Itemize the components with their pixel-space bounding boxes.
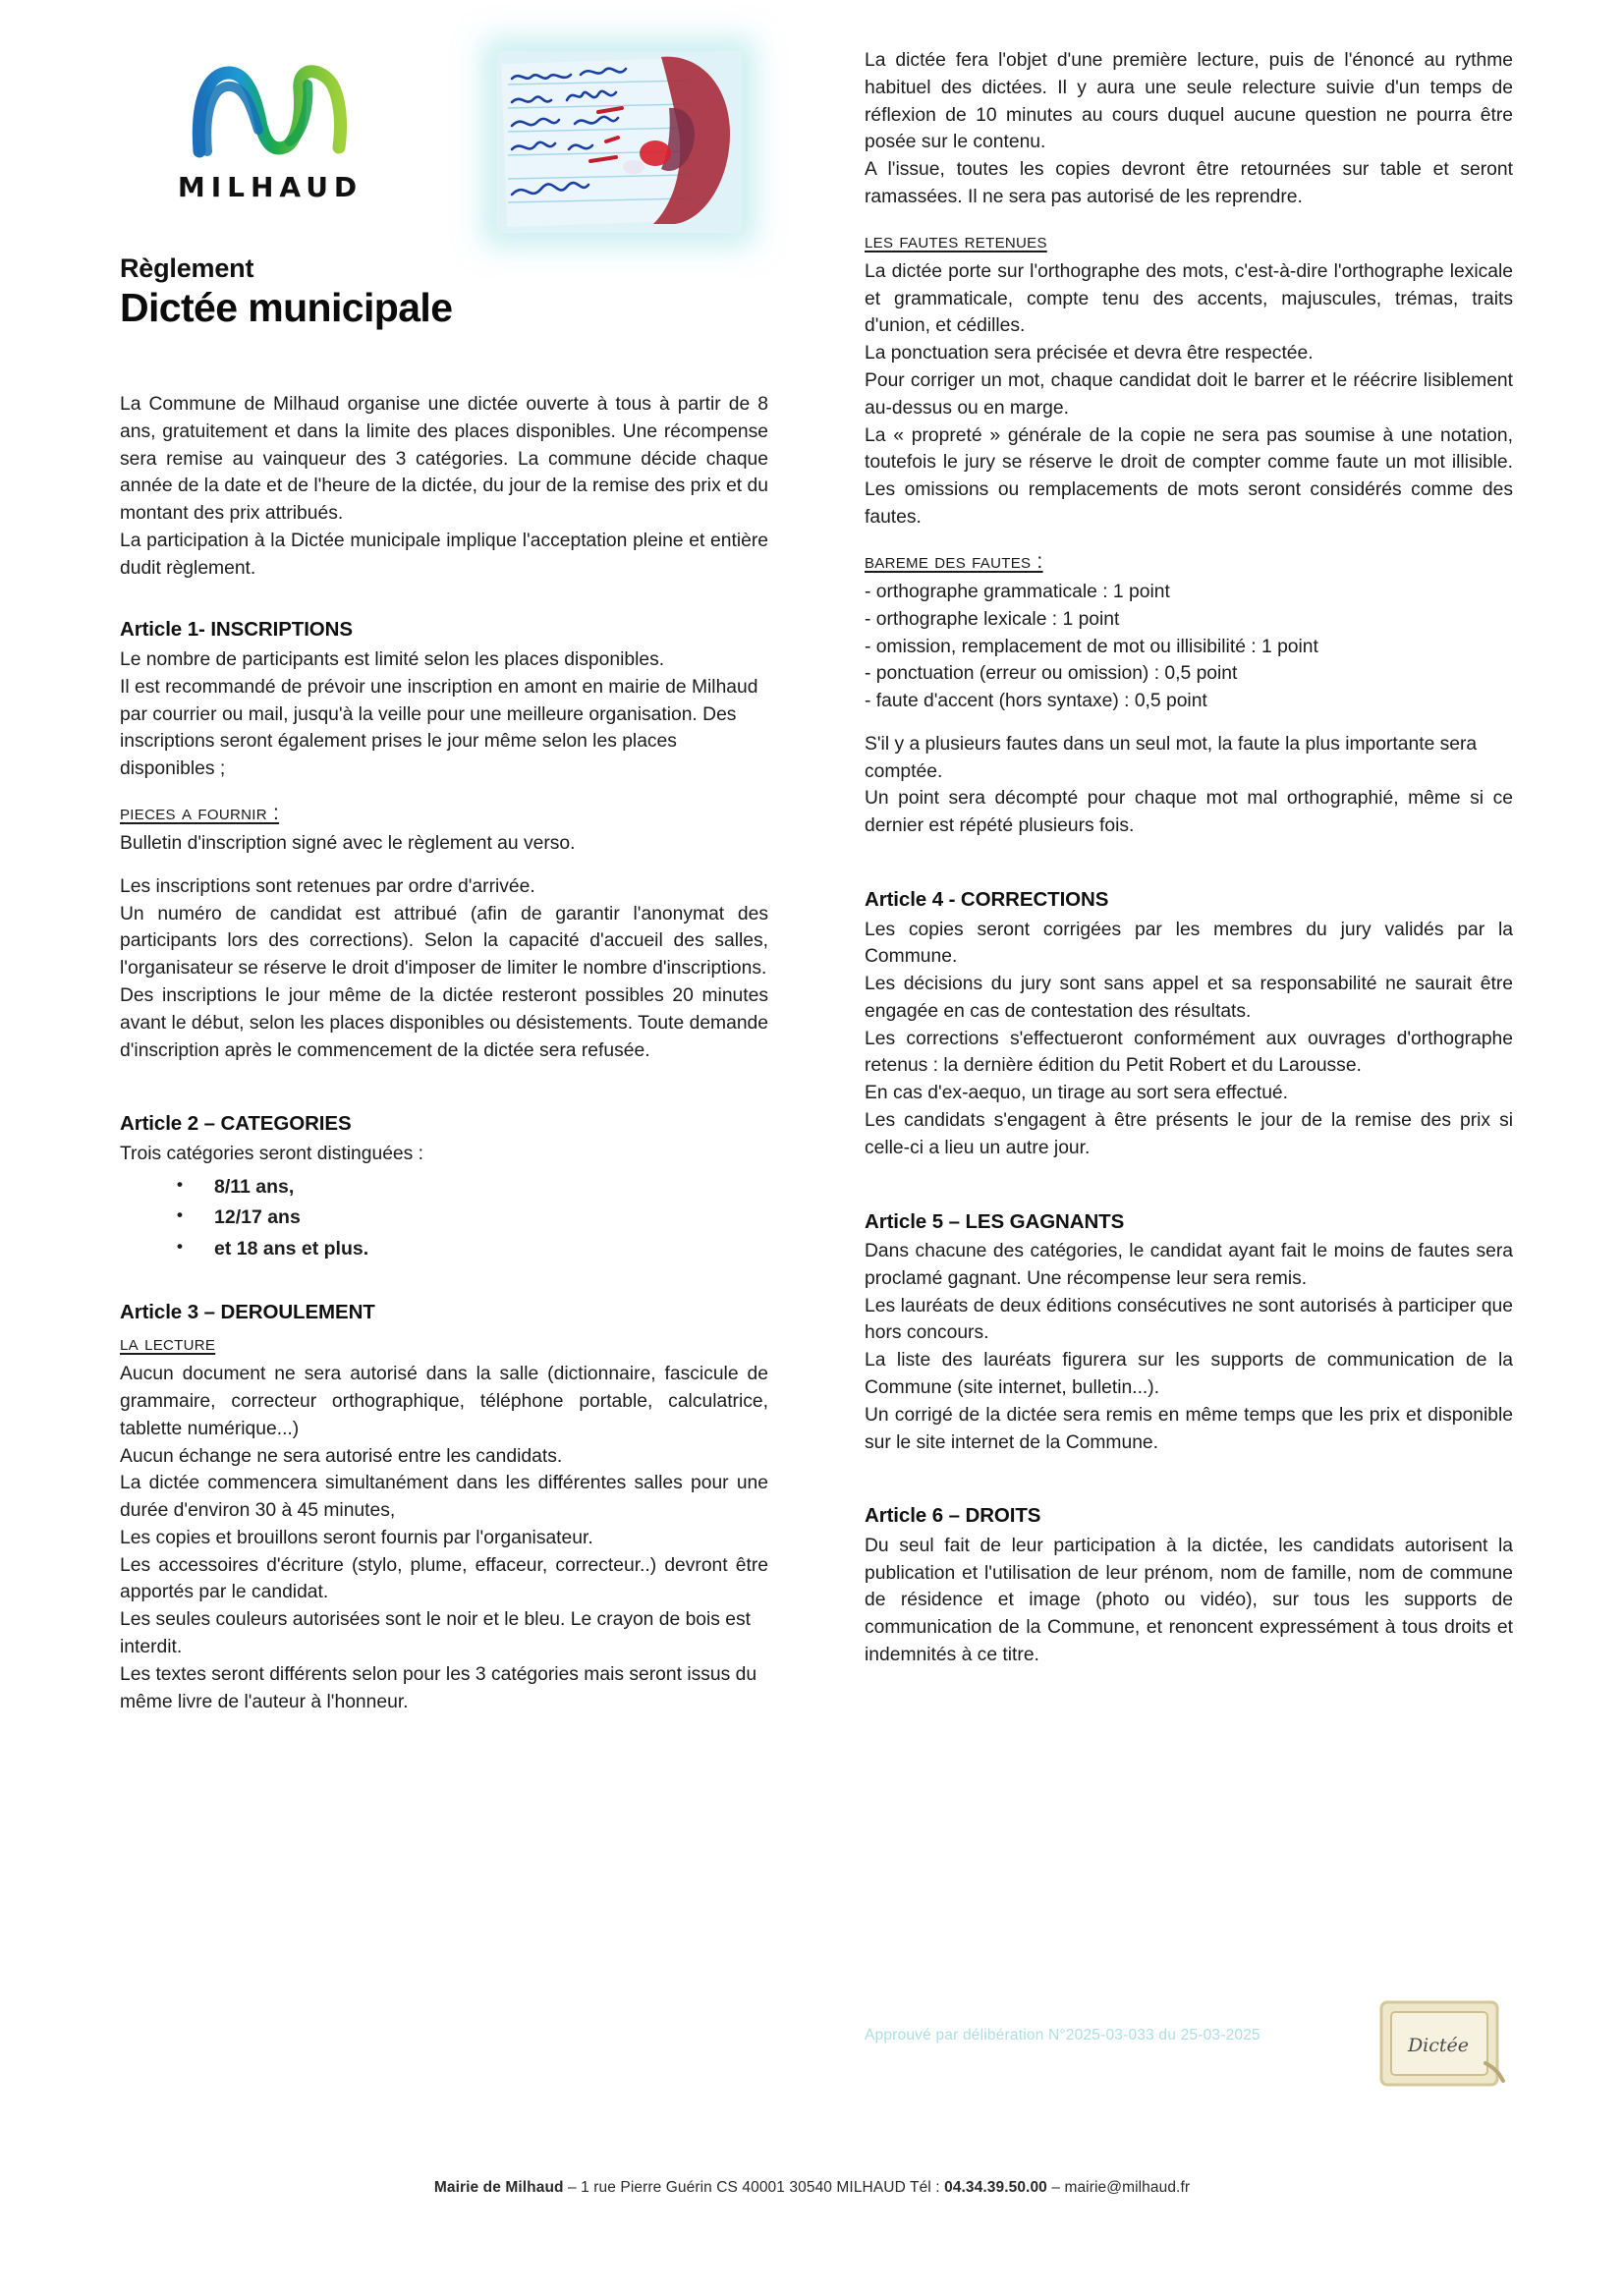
right-top-p1: La dictée fera l'objet d'une première lecture, puis de l'énoncé au rythme habituel des dictées. Il y aura une seule relecture suivie d'un temps de réflexion de 10 minutes au cours duquel aucune question ne pourra être posée sur le contenu. [865, 50, 1513, 153]
bareme-item: - orthographe lexicale : 1 point [865, 608, 1120, 630]
dictation-notebook-photo-icon [496, 51, 742, 233]
bareme-p2: Un point sera décompté pour chaque mot mal orthographié, même si ce dernier est répété plusieurs fois. [865, 788, 1513, 837]
pieces-a-fournir-subheading-wrap [120, 799, 768, 829]
categories-list [120, 1172, 768, 1265]
article-2-p1: Trois catégories seront distinguées : [120, 1143, 424, 1164]
article-5-p4: Un corrigé de la dictée sera remis en même temps que les prix et disponible sur le site internet de la Commune. [865, 1404, 1513, 1453]
article-1-p5: Un numéro de candidat est attribué (afin de garantir l'anonymat des participants lors des corrections). Selon la capacité d'accueil des salles, l'organisateur se réserve le droit d'imposer de limiter le nombre d'inscriptions. [120, 903, 768, 980]
la-lecture-subheading-wrap [120, 1329, 768, 1360]
article-5-p2: Les lauréats de deux éditions consécutives ne sont autorisés à participer que hors concours. [865, 1295, 1513, 1344]
fautes-p3: Pour corriger un mot, chaque candidat doit le barrer et le réécrire lisiblement au-dessus ou en marge. [865, 370, 1513, 419]
la-lecture-subheading: la lecture [120, 1331, 216, 1355]
svg-text:Dictée: Dictée [1407, 2035, 1470, 2056]
left-column [120, 391, 768, 1715]
article-6-heading: Article 6 – DROITS [865, 1504, 1041, 1528]
article-1-p6: Des inscriptions le jour même de la dictée resteront possibles 20 minutes avant le début, selon les places disponibles ou désistements. Toute demande d'inscription après le commencement de la dictée sera refusée. [120, 985, 768, 1061]
footer-address: – 1 rue Pierre Guérin CS 40001 30540 MILHAUD Tél : [563, 2179, 945, 2196]
article-4-heading: Article 4 - CORRECTIONS [865, 888, 1109, 911]
article-1-p3: Bulletin d'inscription signé avec le règlement au verso. [120, 833, 576, 855]
article-1-p1: Le nombre de participants est limité selon les places disponibles. [120, 648, 665, 670]
bareme-des-fautes-subheading: bareme des fautes : [865, 549, 1043, 573]
fautes-p1: La dictée porte sur l'orthographe des mots, c'est-à-dire l'orthographe lexicale et grammaticale, compte tenu des accents, majuscules, trémas, traits d'union, et cédilles. [865, 260, 1513, 337]
article-1-p2: Il est recommandé de prévoir une inscription en amont en mairie de Milhaud par courrier ou mail, jusqu'à la veille pour une meilleure organisation. Des inscriptions seront également prises le jour même selon les places disponibles ; [120, 676, 758, 780]
bareme-item: - faute d'accent (hors syntaxe) : 0,5 point [865, 691, 1207, 712]
article-3-p6: Les seules couleurs autorisées sont le noir et le bleu. Le crayon de bois est interdit. [120, 1609, 752, 1657]
page-title [120, 253, 542, 330]
les-fautes-retenues-subheading: les fautes retenues [865, 229, 1047, 252]
article-4-p4: En cas d'ex-aequo, un tirage au sort sera effectué. [865, 1083, 1288, 1104]
article-2-heading: Article 2 – CATEGORIES [120, 1112, 352, 1136]
list-item: • et 18 ans et plus. [214, 1234, 768, 1265]
chalkboard-slate-icon [1375, 1994, 1508, 2098]
article-5-p1: Dans chacune des catégories, le candidat ayant fait le moins de fautes sera proclamé gagnant. Une récompense leur sera remis. [865, 1241, 1513, 1289]
intro-paragraph-2: La participation à la Dictée municipale implique l'acceptation pleine et entière dudit règlement. [120, 530, 768, 579]
article-6-p1: Du seul fait de leur participation à la dictée, les candidats autorisent la publication et l'utilisation de leur prénom, nom de famille, nom de commune de résidence et image (photo ou vidéo), sur tous les supports de communication de la Commune, et renoncent expressément à tous droits et indemnités à ce titre. [865, 1535, 1513, 1665]
approval-stamp-text: Approuvé par délibération N°2025-03-033 du 25-03-2025 [865, 2027, 1260, 2044]
article-3-p1: Aucun document ne sera autorisé dans la salle (dictionnaire, fascicule de grammaire, correcteur orthographique, téléphone portable, calculatrice, tablette numérique...) [120, 1364, 768, 1439]
logo-wordmark: MILHAUD [177, 171, 364, 203]
right-top-p2: A l'issue, toutes les copies devront être retournées sur table et seront ramassées. Il ne sera pas autorisé de les reprendre. [865, 159, 1513, 207]
title-reglement: Règlement [120, 253, 254, 283]
fautes-p2: La ponctuation sera précisée et devra être respectée. [865, 343, 1314, 364]
title-dictee-municipale: Dictée municipale [120, 285, 453, 331]
article-1-heading: Article 1- INSCRIPTIONS [120, 618, 353, 642]
page-footer [0, 2179, 1624, 2197]
article-5-heading: Article 5 – LES GAGNANTS [865, 1209, 1125, 1233]
article-3-p5: Les accessoires d'écriture (stylo, plume, effaceur, correcteur..) devront être apportés par le candidat. [120, 1554, 768, 1603]
right-column [865, 47, 1513, 1669]
article-3-heading: Article 3 – DEROULEMENT [120, 1301, 375, 1324]
bareme-item: - omission, remplacement de mot ou illisibilité : 1 point [865, 636, 1318, 657]
article-3-p3: La dictée commencera simultanément dans les différentes salles pour une durée d'environ 30 à 45 minutes, [120, 1473, 768, 1522]
article-4-p2: Les décisions du jury sont sans appel et sa responsabilité ne saurait être engagée en cas de contestation des résultats. [865, 974, 1513, 1022]
article-5-p3: La liste des lauréats figurera sur les supports de communication de la Commune (site internet, bulletin...). [865, 1350, 1513, 1398]
article-4-p3: Les corrections s'effectueront conformément aux ouvrages d'orthographe retenus : la dernière édition du Petit Robert et du Larousse. [865, 1028, 1513, 1077]
fautes-p4: La « propreté » générale de la copie ne sera pas soumise à une notation, toutefois le jury se réserve le droit de compter comme faute un mot illisible. Les omissions ou remplacements de mots seront considérés comme des fautes. [865, 424, 1513, 528]
footer-org: Mairie de Milhaud [433, 2179, 564, 2196]
bareme-des-fautes-subheading-wrap [865, 547, 1513, 578]
chalkboard-slate-glyph [1375, 1994, 1508, 2098]
list-item: • 12/17 ans [214, 1203, 768, 1234]
article-1-p4: Les inscriptions sont retenues par ordre d'arrivée. [120, 875, 535, 897]
article-3-p7: Les textes seront différents selon pour les 3 catégories mais seront issus du même livre de l'auteur à l'honneur. [120, 1663, 757, 1712]
bareme-p1: S'il y a plusieurs fautes dans un seul mot, la faute la plus importante sera comptée. [865, 733, 1478, 782]
milhaud-logo [157, 57, 383, 203]
list-item: • 8/11 ans, [214, 1172, 768, 1204]
bareme-item: - orthographe grammaticale : 1 point [865, 581, 1170, 602]
intro-paragraph-1: La Commune de Milhaud organise une dictée ouverte à tous à partir de 8 ans, gratuitement et dans la limite des places disponibles. Une récompense sera remise au vainqueur des 3 catégories. La commune décide chaque année de la date et de l'heure de la dictée, du jour de la remise des prix et du montant des prix attribués. [120, 394, 768, 525]
article-3-p2: Aucun échange ne sera autorisé entre les candidats. [120, 1445, 563, 1467]
article-4-p1: Les copies seront corrigées par les membres du jury validés par la Commune. [865, 919, 1513, 968]
article-4-p5: Les candidats s'engagent à être présents le jour de la remise des prix si celle-ci a lieu un autre jour. [865, 1109, 1513, 1158]
milhaud-wave-m-logo-icon [182, 57, 359, 163]
bareme-item: - ponctuation (erreur ou omission) : 0,5 point [865, 663, 1238, 685]
les-fautes-retenues-subheading-wrap [865, 227, 1513, 257]
footer-phone: 04.34.39.50.00 [944, 2179, 1047, 2196]
pieces-a-fournir-subheading: pieces a fournir : [120, 801, 280, 824]
dictation-notebook-photo [496, 51, 742, 233]
footer-email: – mairie@milhaud.fr [1046, 2179, 1191, 2196]
article-3-p4: Les copies et brouillons seront fournis par l'organisateur. [120, 1527, 593, 1548]
